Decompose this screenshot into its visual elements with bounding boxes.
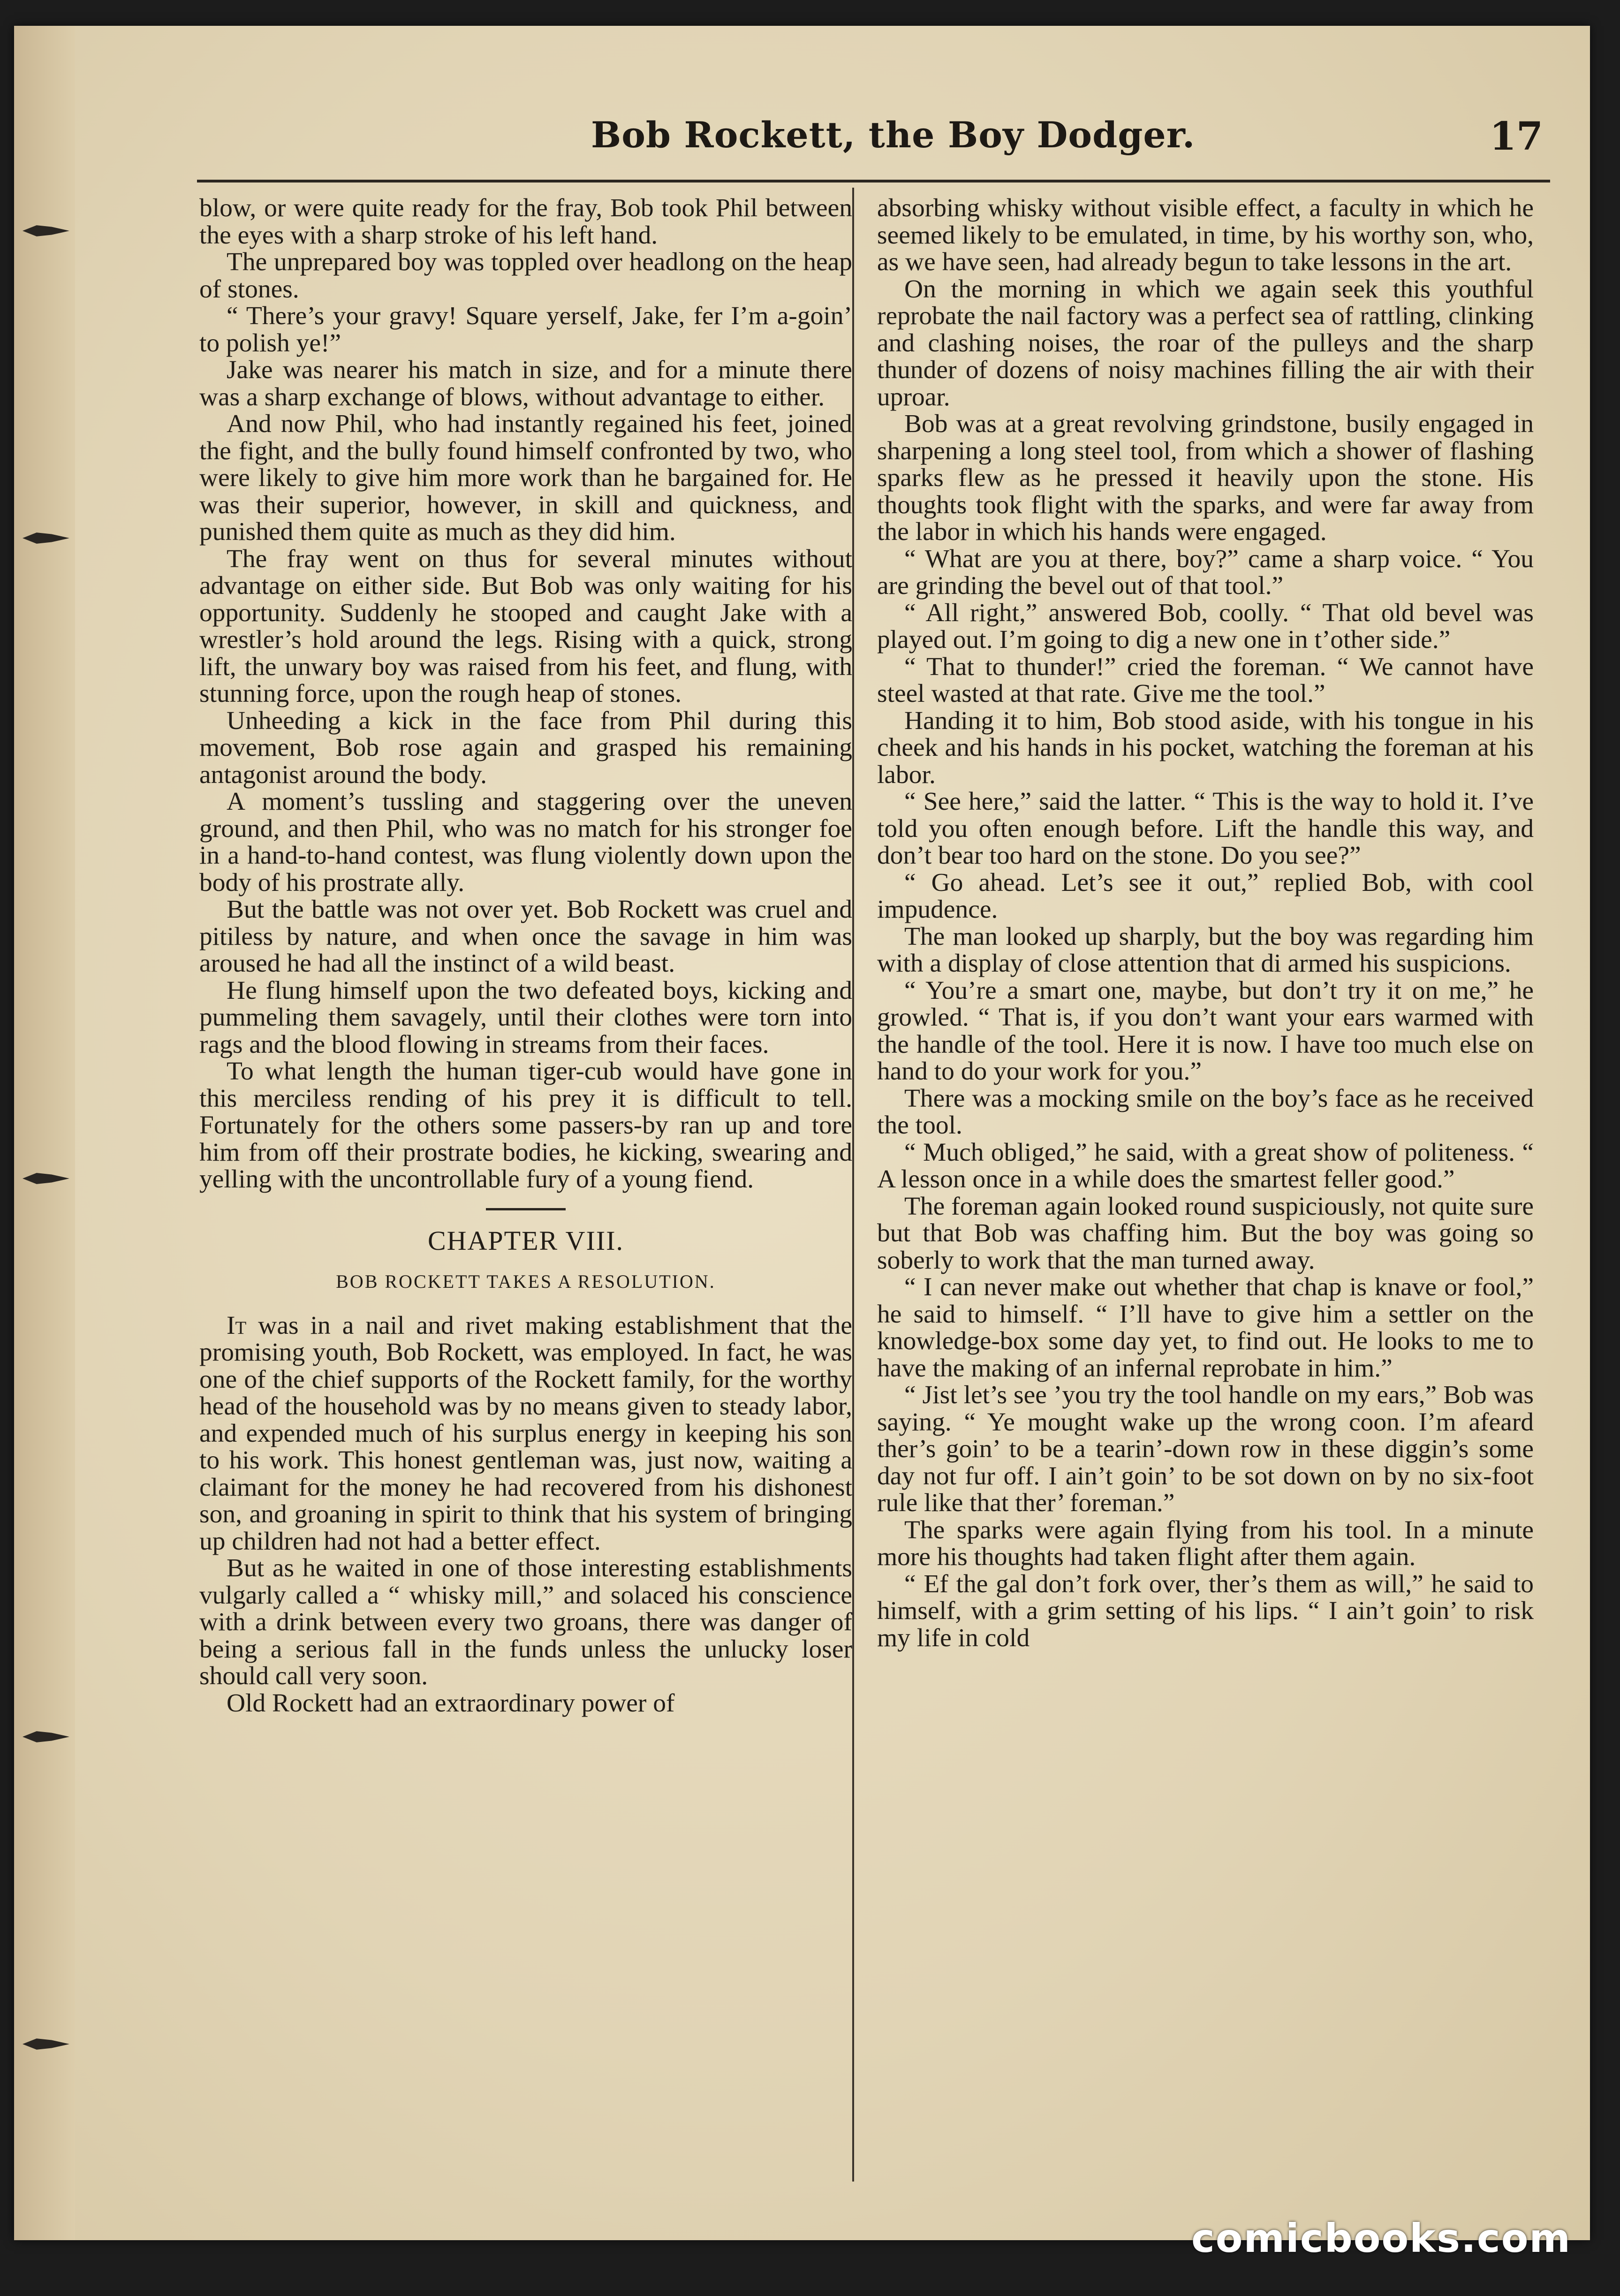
paragraph: “ Much obliged,” he said, with a great show of politeness. “ A lesson once in a while does the smartest feller good.” bbox=[877, 1138, 1534, 1194]
paragraph: But the battle was not over yet. Bob Rockett was cruel and pitiless by nature, and when once the savage in him was aroused he had all the instinct of a wild beast. bbox=[199, 895, 852, 978]
binding-stitch bbox=[23, 2036, 69, 2052]
binding-stitch bbox=[23, 223, 69, 239]
page-header bbox=[591, 114, 1543, 166]
paragraph: Handing it to him, Bob stood aside, with his tongue in his cheek and his hands in his pocket, watching the foreman at his labor. bbox=[877, 706, 1534, 789]
paragraph: Bob was at a great revolving grindstone, busily engaged in sharpening a long steel tool, from which a shower of flashing sparks flew as he pressed it heavily upon the stone. His thoughts took flight with the sparks, and were far away from the labor in which his hands were engaged. bbox=[877, 410, 1534, 546]
paragraph: “ What are you at there, boy?” came a sharp voice. “ You are grinding the bevel out of that tool.” bbox=[877, 544, 1534, 600]
paragraph: He flung himself upon the two defeated boys, kicking and pummeling them savagely, until their clothes were torn into rags and the blood flowing in streams from their faces. bbox=[199, 976, 852, 1059]
paragraph: Unheeding a kick in the face from Phil during this movement, Bob rose again and grasped his remaining antagonist around the body. bbox=[199, 706, 852, 789]
magazine-page bbox=[14, 26, 1590, 2240]
chapter-first-paragraph-text: was in a nail and rivet making establishment that the promising youth, Bob Rockett, was employed. In fact, he was one of the chief supports of the Rockett family, for the worthy head of the household was by no means given to steady labor, and expended much of his surplus energy in keeping his son to his work. This honest gentleman was, just now, waiting a claimant for the money he had recovered from his dishonest son, and groaning in spirit to think that his system of bringing up children had not had a better effect. bbox=[199, 1311, 852, 1556]
chapter-title: CHAPTER VIII. bbox=[427, 1225, 624, 1256]
chapter-subtitle: BOB ROCKETT TAKES A RESOLUTION. bbox=[336, 1271, 716, 1292]
paragraph: “ That to thunder!” cried the foreman. “ We cannot have steel wasted at that rate. Give me the tool.” bbox=[877, 652, 1534, 708]
column-divider bbox=[852, 188, 854, 2182]
paragraph: “ See here,” said the latter. “ This is the way to hold it. I’ve told you often enough before. Lift the handle this way, and don’t bear too hard on the stone. Do you see?” bbox=[877, 787, 1534, 870]
paragraph: Old Rockett had an extraordinary power of bbox=[227, 1688, 675, 1718]
paragraph: The man looked up sharply, but the boy was regarding him with a display of close attention that di armed his suspicions. bbox=[877, 922, 1534, 978]
paragraph: blow, or were quite ready for the fray, Bob took Phil between the eyes with a sharp stroke of his left hand. bbox=[199, 194, 852, 250]
paragraph: “ Go ahead. Let’s see it out,” replied Bob, with cool impudence. bbox=[877, 868, 1534, 924]
paragraph: The foreman again looked round suspiciously, not quite sure but that Bob was chaffing him. But the boy was going so soberly to work that the man turned away. bbox=[877, 1192, 1534, 1275]
paragraph: “ Jist let’s see ’you try the tool handle on my ears,” Bob was saying. “ Ye mought wake up the wrong coon. I’m afeard ther’s goin’ to be a tearin’-down row in these diggin’s some day not fur off. I ain’t goin’ to be sot down on by no six-foot rule like that ther’ foreman.” bbox=[877, 1381, 1534, 1517]
binding-stitch bbox=[23, 1729, 69, 1745]
binding-stitch bbox=[23, 1171, 69, 1186]
page-number: 17 bbox=[1489, 114, 1543, 159]
paragraph: The fray went on thus for several minutes without advantage on either side. But Bob was only waiting for his opportunity. Suddenly he stooped and caught Jake with a wrestler’s hold around the legs. Rising with a quick, strong lift, the unwary boy was raised from his feet, and flung, with stunning force, upon the rough heap of stones. bbox=[199, 544, 852, 708]
paragraph: On the morning in which we again seek this youthful reprobate the nail factory was a perfect sea of rattling, clinking and clashing noises, the roar of the pulleys and the sharp thunder of dozens of noisy machines filling the air with their uproar. bbox=[877, 274, 1534, 411]
paragraph: The sparks were again flying from his tool. In a minute more his thoughts had taken flight after them again. bbox=[877, 1515, 1534, 1571]
paragraph: absorbing whisky without visible effect, a faculty in which he seemed likely to be emulated, in time, by his worthy son, who, as we have seen, had already begun to take lessons in the art. bbox=[877, 194, 1534, 276]
paragraph: “ You’re a smart one, maybe, but don’t try it on me,” he growled. “ That is, if you don’t want your ears warmed with the handle of the tool. Here it is now. I have too much else on hand to do your work for you.” bbox=[877, 976, 1534, 1086]
header-rule bbox=[197, 180, 1550, 182]
paragraph: “ Ef the gal don’t fork over, ther’s them as will,” he said to himself, with a grim setting of his lips. “ I ain’t goin’ to risk my life in cold bbox=[877, 1569, 1534, 1652]
binding-edge bbox=[14, 26, 75, 2240]
paragraph: There was a mocking smile on the boy’s face as he received the tool. bbox=[877, 1084, 1534, 1140]
paragraph: The unprepared boy was toppled over headlong on the heap of stones. bbox=[199, 248, 852, 304]
running-title: Bob Rockett, the Boy Dodger. bbox=[591, 114, 1196, 156]
left-column bbox=[199, 195, 852, 1717]
paragraph: And now Phil, who had instantly regained his feet, joined the fight, and the bully found himself confronted by two, who were likely to give him more work than he bargained for. He was their superior, however, in skill and quickness, and punished them quite as much as they did him. bbox=[199, 410, 852, 546]
right-column bbox=[877, 195, 1534, 1651]
paragraph: “ I can never make out whether that chap is knave or fool,” he said to himself. “ I’ll have to give him a settler on the knowledge-box some day yet, to find out. He looks to me to have the making of an infernal reprobate in him.” bbox=[877, 1273, 1534, 1383]
paragraph: But as he waited in one of those interesting establishments vulgarly called a “ whisky mill,” and solaced his conscience with a drink between every two groans, there was danger of being a serious fall in the funds unless the unlucky loser should call very soon. bbox=[199, 1554, 852, 1690]
paragraph: To what length the human tiger-cub would have gone in this merciless rending of his prey it is difficult to tell. Fortunately for the others some passers-by ran up and tore him from off their prostrate bodies, he kicking, swearing and yelling with the uncontrollable fury of a young fiend. bbox=[199, 1057, 852, 1194]
paragraph: “ There’s your gravy! Square yerself, Jake, fer I’m a-goin’ to polish ye!” bbox=[199, 302, 852, 357]
chapter-rule bbox=[486, 1208, 566, 1210]
watermark: comicbooks.com bbox=[1191, 2215, 1571, 2261]
chapter-dropcap: It bbox=[227, 1311, 247, 1340]
paragraph: Jake was nearer his match in size, and for a minute there was a sharp exchange of blows, without advantage to either. bbox=[199, 356, 852, 411]
paragraph: A moment’s tussling and staggering over the uneven ground, and then Phil, who was no match for his stronger foe in a hand-to-hand contest, was flung violently down upon the body of his prostrate ally. bbox=[199, 787, 852, 897]
chapter-first-paragraph bbox=[199, 1312, 852, 1555]
binding-stitch bbox=[23, 530, 69, 546]
paragraph: “ All right,” answered Bob, coolly. “ That old bevel was played out. I’m going to dig a new one in t’other side.” bbox=[877, 598, 1534, 654]
